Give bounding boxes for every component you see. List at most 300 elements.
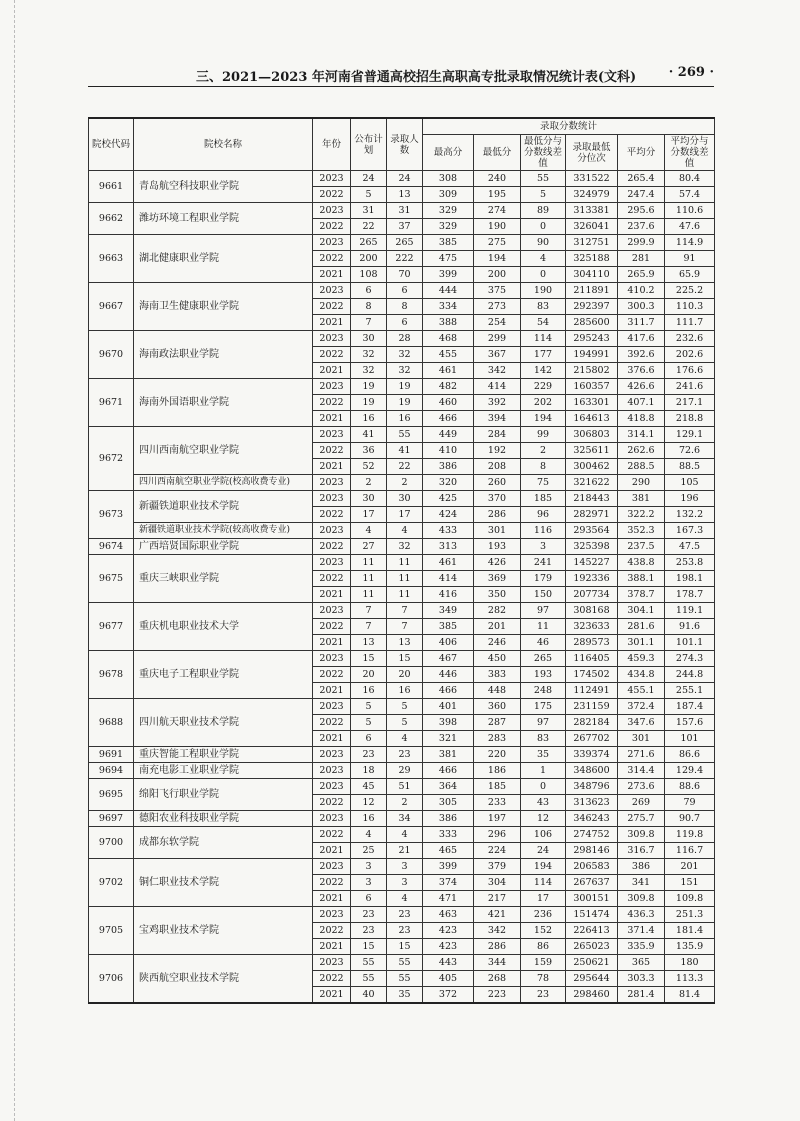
cell-min-diff: 24 xyxy=(521,843,566,859)
cell-admitted: 70 xyxy=(387,267,423,283)
cell-avg: 271.6 xyxy=(618,747,665,763)
cell-min-diff: 43 xyxy=(521,795,566,811)
cell-avg-diff: 101 xyxy=(665,731,715,747)
cell-min-diff: 5 xyxy=(521,187,566,203)
school-name: 四川西南航空职业学院 xyxy=(134,427,313,475)
header-code: 院校代码 xyxy=(89,118,134,171)
cell-min-diff: 1 xyxy=(521,763,566,779)
cell-min-diff: 90 xyxy=(521,235,566,251)
cell-max: 482 xyxy=(423,379,474,395)
school-code: 9667 xyxy=(89,283,134,331)
table-row xyxy=(89,203,715,219)
cell-rank: 116405 xyxy=(566,651,618,667)
cell-avg: 300.3 xyxy=(618,299,665,315)
table-row xyxy=(89,331,715,347)
cell-plan: 20 xyxy=(351,667,387,683)
cell-min-diff: 142 xyxy=(521,363,566,379)
school-code: 9695 xyxy=(89,779,134,811)
cell-min-diff: 4 xyxy=(521,251,566,267)
cell-admitted: 16 xyxy=(387,683,423,699)
cell-min: 304 xyxy=(474,875,521,891)
cell-min: 448 xyxy=(474,683,521,699)
cell-avg: 365 xyxy=(618,955,665,971)
cell-plan: 5 xyxy=(351,715,387,731)
cell-avg-diff: 218.8 xyxy=(665,411,715,427)
cell-min: 344 xyxy=(474,955,521,971)
cell-rank: 267637 xyxy=(566,875,618,891)
cell-plan: 7 xyxy=(351,619,387,635)
cell-max: 381 xyxy=(423,747,474,763)
cell-admitted: 30 xyxy=(387,491,423,507)
cell-avg-diff: 201 xyxy=(665,859,715,875)
cell-max: 374 xyxy=(423,875,474,891)
cell-avg: 304.1 xyxy=(618,603,665,619)
cell-avg: 459.3 xyxy=(618,651,665,667)
table-row xyxy=(89,379,715,395)
cell-rank: 295644 xyxy=(566,971,618,987)
cell-min-diff: 97 xyxy=(521,715,566,731)
cell-max: 309 xyxy=(423,187,474,203)
table-row xyxy=(89,763,715,779)
cell-max: 410 xyxy=(423,443,474,459)
cell-max: 388 xyxy=(423,315,474,331)
cell-avg-diff: 255.1 xyxy=(665,683,715,699)
table-row xyxy=(89,747,715,763)
cell-max: 466 xyxy=(423,411,474,427)
cell-avg: 418.8 xyxy=(618,411,665,427)
table-header xyxy=(89,118,715,171)
cell-rank: 285600 xyxy=(566,315,618,331)
school-name: 陕西航空职业技术学院 xyxy=(134,955,313,1004)
cell-admitted: 35 xyxy=(387,987,423,1004)
cell-plan: 8 xyxy=(351,299,387,315)
cell-admitted: 6 xyxy=(387,283,423,299)
cell-min-diff: 3 xyxy=(521,539,566,555)
cell-avg: 426.6 xyxy=(618,379,665,395)
cell-admitted: 55 xyxy=(387,971,423,987)
admission-statistics-table xyxy=(88,117,715,1004)
cell-year: 2022 xyxy=(313,795,351,811)
cell-year: 2023 xyxy=(313,491,351,507)
cell-avg: 381 xyxy=(618,491,665,507)
cell-min-diff: 193 xyxy=(521,667,566,683)
cell-plan: 23 xyxy=(351,907,387,923)
cell-plan: 18 xyxy=(351,763,387,779)
cell-min-diff: 0 xyxy=(521,779,566,795)
cell-admitted: 31 xyxy=(387,203,423,219)
cell-admitted: 21 xyxy=(387,843,423,859)
cell-admitted: 2 xyxy=(387,795,423,811)
cell-min-diff: 89 xyxy=(521,203,566,219)
cell-min-diff: 194 xyxy=(521,411,566,427)
cell-avg: 301 xyxy=(618,731,665,747)
cell-admitted: 24 xyxy=(387,171,423,187)
cell-rank: 313623 xyxy=(566,795,618,811)
cell-plan: 27 xyxy=(351,539,387,555)
cell-avg: 281.4 xyxy=(618,987,665,1004)
cell-admitted: 11 xyxy=(387,587,423,603)
cell-avg-diff: 86.6 xyxy=(665,747,715,763)
cell-avg-diff: 119.1 xyxy=(665,603,715,619)
cell-year: 2023 xyxy=(313,859,351,875)
cell-min: 268 xyxy=(474,971,521,987)
school-name-high-fee: 四川西南航空职业学院(校高收费专业) xyxy=(134,475,313,491)
cell-min: 208 xyxy=(474,459,521,475)
table-row xyxy=(89,171,715,187)
cell-max: 425 xyxy=(423,491,474,507)
cell-min-diff: 96 xyxy=(521,507,566,523)
cell-min-diff: 190 xyxy=(521,283,566,299)
cell-avg: 265.4 xyxy=(618,171,665,187)
cell-admitted: 51 xyxy=(387,779,423,795)
cell-avg: 378.7 xyxy=(618,587,665,603)
cell-min: 299 xyxy=(474,331,521,347)
cell-max: 455 xyxy=(423,347,474,363)
cell-max: 414 xyxy=(423,571,474,587)
cell-min: 392 xyxy=(474,395,521,411)
cell-year: 2023 xyxy=(313,523,351,539)
cell-admitted: 23 xyxy=(387,907,423,923)
binding-edge-marks xyxy=(14,0,16,1121)
header-name: 院校名称 xyxy=(134,118,313,171)
cell-plan: 23 xyxy=(351,923,387,939)
cell-rank: 282971 xyxy=(566,507,618,523)
cell-admitted: 6 xyxy=(387,315,423,331)
cell-max: 466 xyxy=(423,683,474,699)
cell-rank: 292397 xyxy=(566,299,618,315)
cell-avg-diff: 167.3 xyxy=(665,523,715,539)
header-score-group: 录取分数统计 xyxy=(423,118,715,135)
cell-plan: 31 xyxy=(351,203,387,219)
cell-admitted: 29 xyxy=(387,763,423,779)
school-name: 铜仁职业技术学院 xyxy=(134,859,313,907)
cell-min: 286 xyxy=(474,939,521,955)
school-code: 9675 xyxy=(89,555,134,603)
cell-rank: 312751 xyxy=(566,235,618,251)
cell-max: 399 xyxy=(423,859,474,875)
cell-year: 2021 xyxy=(313,731,351,747)
cell-plan: 6 xyxy=(351,283,387,299)
cell-year: 2021 xyxy=(313,683,351,699)
cell-min-diff: 229 xyxy=(521,379,566,395)
cell-plan: 7 xyxy=(351,315,387,331)
cell-max: 329 xyxy=(423,219,474,235)
cell-max: 467 xyxy=(423,651,474,667)
cell-plan: 55 xyxy=(351,971,387,987)
cell-plan: 36 xyxy=(351,443,387,459)
cell-year: 2022 xyxy=(313,667,351,683)
cell-avg-diff: 72.6 xyxy=(665,443,715,459)
table-row xyxy=(89,859,715,875)
school-code: 9694 xyxy=(89,763,134,779)
cell-max: 424 xyxy=(423,507,474,523)
cell-avg-diff: 105 xyxy=(665,475,715,491)
cell-max: 444 xyxy=(423,283,474,299)
cell-max: 461 xyxy=(423,363,474,379)
cell-max: 313 xyxy=(423,539,474,555)
cell-admitted: 7 xyxy=(387,619,423,635)
cell-rank: 163301 xyxy=(566,395,618,411)
table-row xyxy=(89,955,715,971)
cell-avg: 288.5 xyxy=(618,459,665,475)
cell-min: 224 xyxy=(474,843,521,859)
cell-rank: 250621 xyxy=(566,955,618,971)
cell-admitted: 32 xyxy=(387,363,423,379)
cell-admitted: 5 xyxy=(387,715,423,731)
cell-plan: 32 xyxy=(351,347,387,363)
table-row xyxy=(89,827,715,843)
school-code: 9663 xyxy=(89,235,134,283)
header-avg: 平均分 xyxy=(618,135,665,171)
cell-rank: 304110 xyxy=(566,267,618,283)
school-name-high-fee: 新疆铁道职业技术学院(较高收费专业) xyxy=(134,523,313,539)
cell-rank: 282184 xyxy=(566,715,618,731)
cell-year: 2023 xyxy=(313,763,351,779)
cell-year: 2022 xyxy=(313,571,351,587)
cell-year: 2021 xyxy=(313,587,351,603)
cell-avg-diff: 101.1 xyxy=(665,635,715,651)
cell-min-diff: 83 xyxy=(521,731,566,747)
cell-min: 383 xyxy=(474,667,521,683)
cell-max: 461 xyxy=(423,555,474,571)
table-row xyxy=(89,427,715,443)
cell-max: 308 xyxy=(423,171,474,187)
cell-plan: 22 xyxy=(351,219,387,235)
cell-min: 414 xyxy=(474,379,521,395)
cell-avg-diff: 132.2 xyxy=(665,507,715,523)
cell-plan: 23 xyxy=(351,747,387,763)
cell-avg: 265.9 xyxy=(618,267,665,283)
cell-plan: 4 xyxy=(351,827,387,843)
cell-avg: 295.6 xyxy=(618,203,665,219)
cell-rank: 265023 xyxy=(566,939,618,955)
cell-min-diff: 236 xyxy=(521,907,566,923)
cell-plan: 16 xyxy=(351,683,387,699)
cell-rank: 226413 xyxy=(566,923,618,939)
cell-plan: 11 xyxy=(351,587,387,603)
cell-min: 186 xyxy=(474,763,521,779)
cell-avg: 247.4 xyxy=(618,187,665,203)
cell-max: 449 xyxy=(423,427,474,443)
cell-max: 386 xyxy=(423,811,474,827)
cell-year: 2021 xyxy=(313,315,351,331)
cell-rank: 298460 xyxy=(566,987,618,1004)
cell-rank: 206583 xyxy=(566,859,618,875)
cell-avg: 314.1 xyxy=(618,427,665,443)
cell-year: 2023 xyxy=(313,171,351,187)
school-name: 重庆三峡职业学院 xyxy=(134,555,313,603)
cell-avg-diff: 65.9 xyxy=(665,267,715,283)
cell-avg: 314.4 xyxy=(618,763,665,779)
cell-plan: 7 xyxy=(351,603,387,619)
cell-avg-diff: 114.9 xyxy=(665,235,715,251)
cell-admitted: 17 xyxy=(387,507,423,523)
cell-min: 287 xyxy=(474,715,521,731)
cell-min-diff: 46 xyxy=(521,635,566,651)
cell-avg-diff: 232.6 xyxy=(665,331,715,347)
cell-admitted: 55 xyxy=(387,955,423,971)
cell-avg-diff: 135.9 xyxy=(665,939,715,955)
cell-max: 405 xyxy=(423,971,474,987)
cell-min: 201 xyxy=(474,619,521,635)
cell-avg: 455.1 xyxy=(618,683,665,699)
cell-admitted: 19 xyxy=(387,379,423,395)
cell-avg: 275.7 xyxy=(618,811,665,827)
school-code: 9688 xyxy=(89,699,134,747)
cell-admitted: 4 xyxy=(387,731,423,747)
cell-admitted: 13 xyxy=(387,635,423,651)
cell-min: 286 xyxy=(474,507,521,523)
cell-avg: 273.6 xyxy=(618,779,665,795)
cell-year: 2022 xyxy=(313,507,351,523)
cell-max: 423 xyxy=(423,923,474,939)
table-body xyxy=(89,171,715,1004)
cell-year: 2023 xyxy=(313,475,351,491)
cell-max: 443 xyxy=(423,955,474,971)
cell-avg: 417.6 xyxy=(618,331,665,347)
cell-min: 197 xyxy=(474,811,521,827)
cell-avg-diff: 157.6 xyxy=(665,715,715,731)
cell-avg: 281 xyxy=(618,251,665,267)
cell-avg-diff: 253.8 xyxy=(665,555,715,571)
school-code: 9702 xyxy=(89,859,134,907)
cell-plan: 52 xyxy=(351,459,387,475)
cell-year: 2023 xyxy=(313,779,351,795)
cell-rank: 194991 xyxy=(566,347,618,363)
cell-avg: 392.6 xyxy=(618,347,665,363)
cell-plan: 19 xyxy=(351,379,387,395)
school-name: 四川航天职业技术学院 xyxy=(134,699,313,747)
header-plan: 公布计划 xyxy=(351,118,387,171)
cell-min: 273 xyxy=(474,299,521,315)
school-code: 9678 xyxy=(89,651,134,699)
cell-plan: 30 xyxy=(351,331,387,347)
cell-plan: 2 xyxy=(351,475,387,491)
cell-min-diff: 116 xyxy=(521,523,566,539)
cell-rank: 293564 xyxy=(566,523,618,539)
cell-min: 233 xyxy=(474,795,521,811)
table-row xyxy=(89,555,715,571)
cell-min-diff: 177 xyxy=(521,347,566,363)
cell-min: 217 xyxy=(474,891,521,907)
cell-year: 2023 xyxy=(313,203,351,219)
school-code: 9670 xyxy=(89,331,134,379)
cell-rank: 313381 xyxy=(566,203,618,219)
school-name: 广西培贤国际职业学院 xyxy=(134,539,313,555)
cell-year: 2022 xyxy=(313,395,351,411)
cell-plan: 5 xyxy=(351,699,387,715)
cell-avg-diff: 81.4 xyxy=(665,987,715,1004)
cell-avg: 372.4 xyxy=(618,699,665,715)
header-min: 最低分 xyxy=(474,135,521,171)
cell-plan: 3 xyxy=(351,859,387,875)
cell-max: 364 xyxy=(423,779,474,795)
cell-max: 433 xyxy=(423,523,474,539)
cell-avg: 388.1 xyxy=(618,571,665,587)
cell-min-diff: 265 xyxy=(521,651,566,667)
cell-avg: 237.5 xyxy=(618,539,665,555)
cell-min: 426 xyxy=(474,555,521,571)
cell-avg-diff: 79 xyxy=(665,795,715,811)
header-year: 年份 xyxy=(313,118,351,171)
cell-rank: 192336 xyxy=(566,571,618,587)
school-code: 9700 xyxy=(89,827,134,859)
school-name: 宝鸡职业技术学院 xyxy=(134,907,313,955)
cell-max: 446 xyxy=(423,667,474,683)
cell-max: 475 xyxy=(423,251,474,267)
cell-min-diff: 0 xyxy=(521,219,566,235)
cell-min: 375 xyxy=(474,283,521,299)
table-row xyxy=(89,539,715,555)
school-name: 南充电影工业职业学院 xyxy=(134,763,313,779)
cell-rank: 348796 xyxy=(566,779,618,795)
cell-avg: 290 xyxy=(618,475,665,491)
cell-avg-diff: 91 xyxy=(665,251,715,267)
cell-plan: 5 xyxy=(351,187,387,203)
table-row xyxy=(89,603,715,619)
cell-avg-diff: 241.6 xyxy=(665,379,715,395)
cell-admitted: 22 xyxy=(387,459,423,475)
cell-min-diff: 150 xyxy=(521,587,566,603)
cell-admitted: 41 xyxy=(387,443,423,459)
cell-min: 283 xyxy=(474,731,521,747)
cell-avg: 434.8 xyxy=(618,667,665,683)
cell-min-diff: 152 xyxy=(521,923,566,939)
cell-min: 369 xyxy=(474,571,521,587)
cell-rank: 331522 xyxy=(566,171,618,187)
cell-max: 386 xyxy=(423,459,474,475)
cell-year: 2021 xyxy=(313,635,351,651)
cell-min-diff: 86 xyxy=(521,939,566,955)
cell-year: 2022 xyxy=(313,827,351,843)
school-code: 9697 xyxy=(89,811,134,827)
cell-max: 465 xyxy=(423,843,474,859)
cell-admitted: 15 xyxy=(387,651,423,667)
table-row xyxy=(89,523,715,539)
cell-max: 460 xyxy=(423,395,474,411)
cell-admitted: 15 xyxy=(387,939,423,955)
cell-year: 2023 xyxy=(313,747,351,763)
cell-rank: 295243 xyxy=(566,331,618,347)
cell-max: 385 xyxy=(423,235,474,251)
cell-year: 2022 xyxy=(313,219,351,235)
table-row xyxy=(89,699,715,715)
cell-admitted: 3 xyxy=(387,859,423,875)
school-name: 德阳农业科技职业学院 xyxy=(134,811,313,827)
cell-min: 220 xyxy=(474,747,521,763)
cell-min: 193 xyxy=(474,539,521,555)
cell-min-diff: 194 xyxy=(521,859,566,875)
cell-max: 398 xyxy=(423,715,474,731)
cell-min: 379 xyxy=(474,859,521,875)
school-code: 9674 xyxy=(89,539,134,555)
cell-year: 2022 xyxy=(313,875,351,891)
cell-avg: 410.2 xyxy=(618,283,665,299)
cell-year: 2022 xyxy=(313,539,351,555)
cell-rank: 325398 xyxy=(566,539,618,555)
school-code: 9672 xyxy=(89,427,134,491)
cell-rank: 174502 xyxy=(566,667,618,683)
cell-rank: 207734 xyxy=(566,587,618,603)
cell-plan: 30 xyxy=(351,491,387,507)
cell-admitted: 28 xyxy=(387,331,423,347)
table-row xyxy=(89,651,715,667)
cell-rank: 160357 xyxy=(566,379,618,395)
cell-year: 2021 xyxy=(313,987,351,1004)
cell-year: 2023 xyxy=(313,379,351,395)
cell-rank: 321622 xyxy=(566,475,618,491)
cell-max: 416 xyxy=(423,587,474,603)
